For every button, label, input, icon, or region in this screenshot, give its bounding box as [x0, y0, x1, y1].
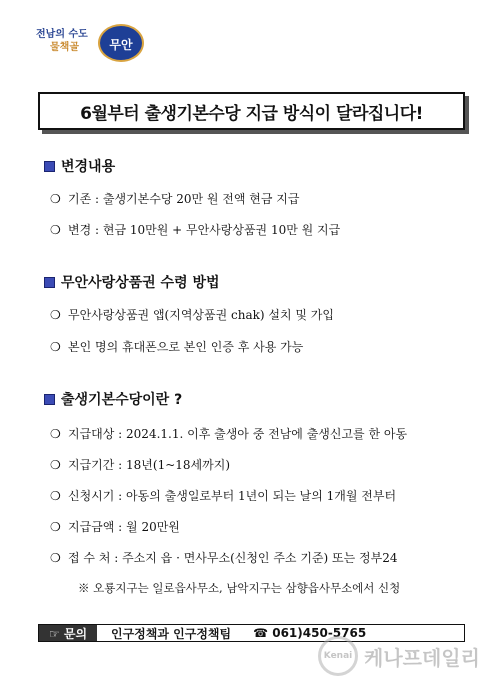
list-item: [50, 306, 334, 323]
watermark-text: 케나프데일리: [364, 645, 480, 670]
watermark: [318, 636, 480, 676]
circle-bullet-icon: ❍: [50, 339, 61, 354]
logo-line1: 전남의 수도: [36, 29, 88, 40]
section-title: 변경내용: [61, 159, 116, 175]
list-item: [50, 518, 180, 535]
square-bullet-icon: [44, 394, 55, 405]
section-title: 출생기본수당이란 ?: [61, 392, 183, 408]
circle-bullet-icon: ❍: [50, 307, 61, 322]
section-heading-voucher: [44, 272, 220, 292]
section-title: 무안사랑상품권 수령 방법: [61, 275, 220, 291]
title-box: [38, 92, 465, 130]
logo: [36, 20, 146, 76]
contact-phone: ☎ 061)450-5765: [253, 626, 367, 640]
contact-dept: 인구정책과 인구정책팀: [111, 626, 232, 641]
page-title: 6월부터 출생기본수당 지급 방식이 달라집니다!: [80, 103, 423, 124]
item-text: 무안사랑상품권 앱(지역상품권 chak) 설치 및 가입: [68, 308, 334, 322]
logo-line2: 물책골: [50, 42, 79, 53]
section-heading-changes: [44, 156, 115, 176]
list-item: [50, 425, 407, 442]
circle-bullet-icon: ❍: [50, 488, 61, 503]
footnote: ※ 오룡지구는 일로읍사무소, 남악지구는 삼향읍사무소에서 신청: [78, 581, 401, 595]
circle-bullet-icon: ❍: [50, 191, 61, 206]
section-heading-about: [44, 389, 182, 409]
logo-badge: 무안: [98, 24, 144, 62]
list-item: [50, 456, 230, 473]
contact-label: ☞ 문의: [39, 625, 97, 641]
circle-bullet-icon: ❍: [50, 426, 61, 441]
item-text: 접 수 처 : 주소지 읍 · 면사무소(신청인 주소 기준) 또는 정부24: [68, 551, 398, 565]
item-text: 신청시기 : 아동의 출생일로부터 1년이 되는 날의 1개월 전부터: [68, 489, 397, 503]
list-item: [50, 487, 396, 504]
circle-bullet-icon: ❍: [50, 222, 61, 237]
item-text: 지급대상 : 2024.1.1. 이후 출생아 중 전남에 출생신고를 한 아동: [68, 427, 408, 441]
circle-bullet-icon: ❍: [50, 550, 61, 565]
square-bullet-icon: [44, 277, 55, 288]
circle-bullet-icon: ❍: [50, 457, 61, 472]
item-text: 변경 : 현금 10만원 + 무안사랑상품권 10만 원 지급: [68, 223, 341, 237]
item-text: 지급금액 : 월 20만원: [68, 520, 180, 534]
list-item: [50, 221, 340, 238]
list-item: [50, 190, 300, 207]
item-text: 기존 : 출생기본수당 20만 원 전액 현금 지급: [68, 192, 300, 206]
logo-text: [36, 28, 88, 54]
item-text: 지급기간 : 18년(1~18세까지): [68, 458, 231, 472]
list-item: [50, 338, 303, 355]
square-bullet-icon: [44, 161, 55, 172]
watermark-logo-icon: Kenai: [318, 636, 358, 676]
list-item: [50, 549, 397, 566]
circle-bullet-icon: ❍: [50, 519, 61, 534]
item-text: 본인 명의 휴대폰으로 본인 인증 후 사용 가능: [68, 340, 304, 354]
